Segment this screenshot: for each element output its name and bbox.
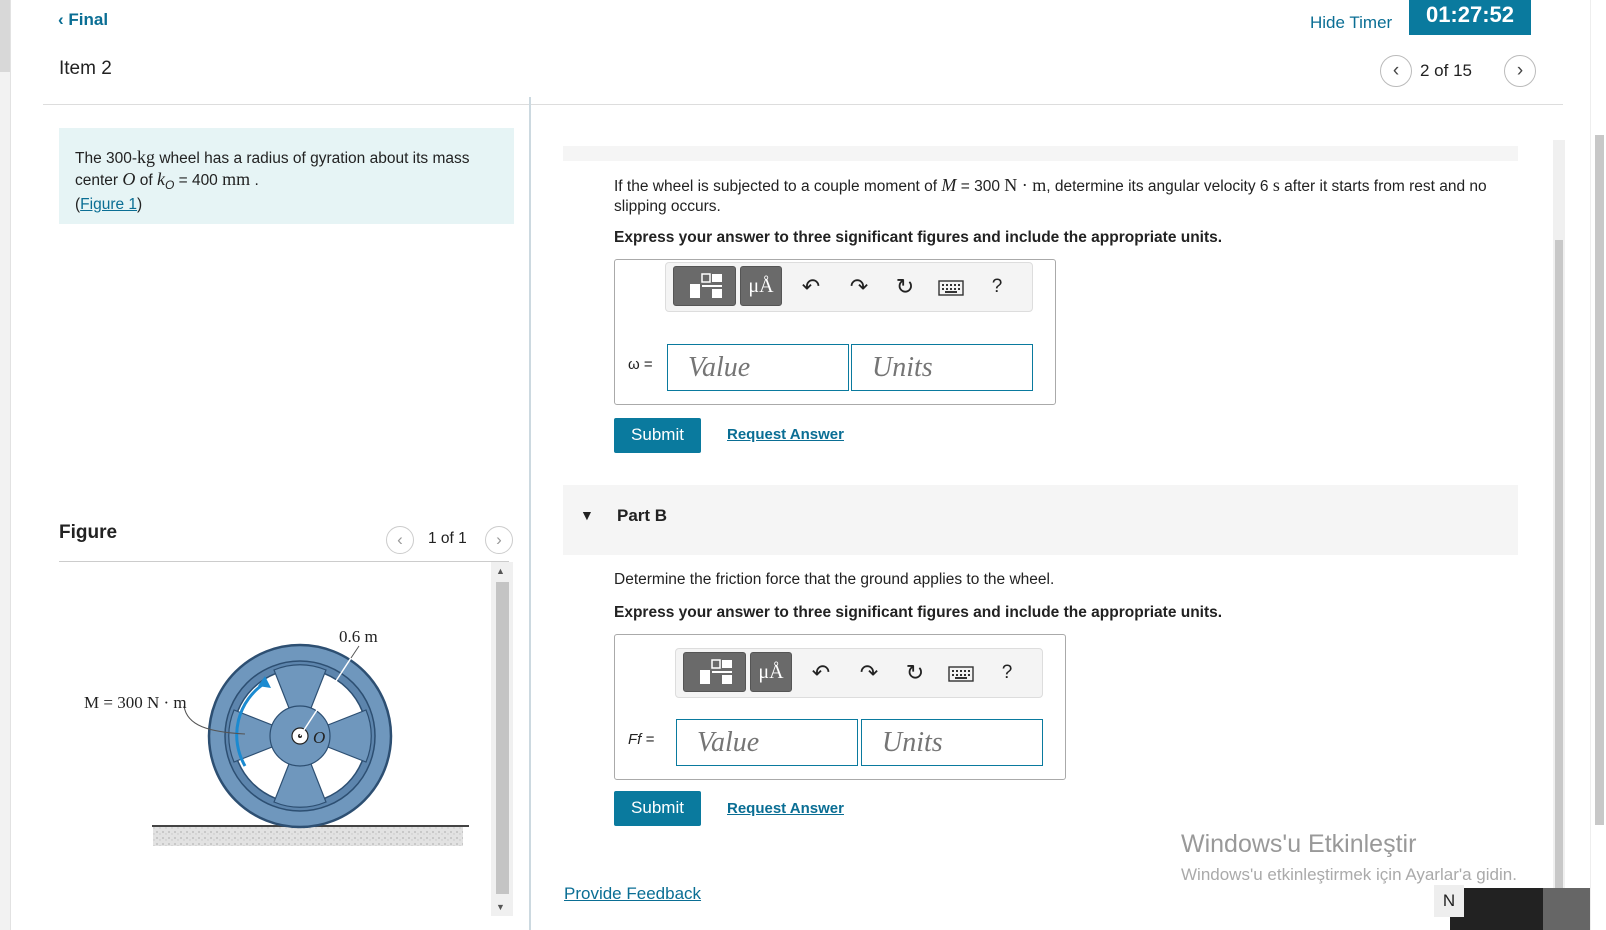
symbol-o: O [122, 169, 136, 189]
figure-scrollbar-thumb[interactable] [496, 582, 509, 894]
redo-icon: ↷ [849, 274, 869, 299]
templates-icon [684, 653, 747, 691]
problem-text: of [135, 172, 157, 189]
keyboard-icon [938, 280, 964, 296]
templates-icon [674, 267, 737, 305]
problem-text: wheel has a radius of gyration about its mass center [75, 150, 470, 189]
chevron-left-icon: ‹ [397, 530, 403, 549]
undo-icon: ↶ [811, 660, 831, 685]
omega-label: ω = [628, 356, 653, 373]
problem-text: . [250, 172, 259, 189]
figure-count: 1 of 1 [428, 530, 467, 547]
part-b-units-input[interactable] [861, 719, 1043, 766]
chevron-right-icon: › [496, 530, 502, 549]
column-divider [529, 97, 531, 930]
reset-icon: ↻ [905, 660, 925, 685]
left-scrollbar[interactable] [0, 0, 11, 930]
part-b-value-input[interactable] [676, 719, 858, 766]
item-title: Item 2 [59, 58, 112, 79]
figure-link[interactable]: Figure 1 [80, 196, 138, 214]
back-label: Final [68, 10, 109, 29]
part-b-question: Determine the friction force that the ground applies to the wheel. [614, 571, 1055, 588]
undo-button[interactable] [804, 649, 838, 697]
moment-label: M = 300 N · m [84, 693, 187, 712]
reset-icon: ↻ [895, 274, 915, 299]
symbol-k: k [156, 169, 165, 189]
next-button[interactable]: N [1434, 885, 1464, 917]
problem-text: = 400 [174, 172, 223, 189]
symbols-button[interactable] [750, 652, 792, 692]
part-a-toolbar [665, 262, 1033, 312]
figure-image [59, 566, 484, 866]
scroll-up-icon[interactable]: ▲ [496, 566, 505, 576]
templates-button[interactable] [673, 266, 736, 306]
symbols-button[interactable] [740, 266, 782, 306]
templates-button[interactable] [683, 652, 746, 692]
help-button[interactable] [990, 649, 1024, 697]
symbols-label: μÅ [748, 275, 774, 297]
left-scrollbar-thumb[interactable] [0, 0, 10, 72]
part-b-header[interactable] [563, 485, 1518, 555]
part-b-toolbar [675, 648, 1043, 698]
webcam-thumbnail [1543, 888, 1590, 930]
scroll-down-icon[interactable]: ▼ [496, 902, 505, 912]
redo-button[interactable] [852, 649, 886, 697]
part-b-answer-box [614, 634, 1066, 780]
reset-button[interactable] [898, 649, 932, 697]
unit-s: s [1272, 175, 1280, 195]
figure-title: Figure [59, 522, 118, 543]
part-a-units-input[interactable] [851, 344, 1033, 391]
figure-scrollbar[interactable] [491, 562, 513, 916]
part-b-title: Part B [617, 506, 668, 525]
timer-display: 01:27:52 [1409, 0, 1531, 35]
page-scrollbar-thumb[interactable] [1595, 135, 1604, 825]
header-divider [43, 104, 1563, 105]
part-b-request-answer-link[interactable]: Request Answer [727, 800, 844, 817]
next-item-button[interactable] [1504, 55, 1536, 87]
back-to-final-link[interactable] [58, 10, 108, 30]
content-scrollbar[interactable] [1553, 140, 1565, 930]
unit-nm: N · m [1004, 175, 1047, 195]
chevron-right-icon: › [1516, 60, 1524, 81]
caret-down-icon: ▼ [580, 507, 594, 523]
part-a-header [563, 146, 1518, 161]
chevron-left-icon: ‹ [1392, 60, 1400, 81]
wheel-diagram [59, 566, 484, 866]
question-text: If the wheel is subjected to a couple moment of [614, 178, 942, 195]
question-text: , determine its angular velocity 6 [1046, 178, 1273, 195]
symbol-k-subscript: O [164, 178, 175, 193]
ground-surface [153, 826, 463, 846]
figure-divider [59, 561, 509, 562]
part-a-answer-box [614, 259, 1056, 405]
previous-item-button[interactable] [1380, 55, 1412, 87]
friction-label: Ff = [628, 731, 655, 748]
help-icon: ? [1001, 662, 1013, 683]
unit-mm: mm [222, 169, 251, 189]
chevron-left-icon: ‹ [58, 10, 64, 29]
keyboard-icon [948, 666, 974, 682]
windows-activation-title: Windows'u Etkinleştir [1181, 830, 1417, 858]
provide-feedback-link[interactable]: Provide Feedback [564, 884, 702, 903]
center-label: O [313, 728, 326, 747]
part-a-question [614, 175, 1514, 217]
part-a-instruction: Express your answer to three significant figures and include the appropriate units. [614, 229, 1223, 246]
part-b-submit-button[interactable]: Submit [614, 791, 701, 826]
problem-statement: The 300-kg wheel has a radius of gyration about its mass center O of $k_O = 400$ mm . (Figure 1) [59, 128, 514, 224]
previous-figure-button[interactable] [386, 526, 414, 554]
radius-label: 0.6 m [339, 627, 378, 646]
part-b-instruction: Express your answer to three significant figures and include the appropriate units. [614, 604, 1223, 621]
radius-leader [351, 646, 359, 658]
part-a-value-input[interactable] [667, 344, 849, 391]
problem-text: The 300- [75, 150, 138, 167]
content-scrollbar-thumb[interactable] [1555, 240, 1563, 930]
hide-timer-link[interactable]: Hide Timer [1310, 13, 1393, 32]
part-a-submit-button[interactable]: Submit [614, 418, 701, 453]
help-icon: ? [991, 276, 1003, 297]
part-a-request-answer-link[interactable]: Request Answer [727, 426, 844, 443]
symbol-m: M [941, 175, 957, 195]
redo-icon: ↷ [859, 660, 879, 685]
page-scrollbar[interactable] [1590, 0, 1606, 930]
symbols-label: μÅ [758, 661, 784, 683]
question-text: after it starts from rest and no slipping occurs. [614, 178, 1487, 215]
undo-icon: ↶ [801, 274, 821, 299]
keyboard-button[interactable] [934, 263, 968, 311]
unit-kg: kg [137, 147, 156, 167]
help-button[interactable] [980, 263, 1014, 311]
windows-activation-subtitle: Windows'u etkinleştirmek için Ayarlar'a gidin. [1181, 865, 1517, 884]
undo-button[interactable] [794, 263, 828, 311]
keyboard-button[interactable] [944, 649, 978, 697]
next-figure-button[interactable] [485, 526, 513, 554]
item-position: 2 of 15 [1420, 61, 1472, 80]
redo-button[interactable] [842, 263, 876, 311]
reset-button[interactable] [888, 263, 922, 311]
question-text: = 300 [956, 178, 1005, 195]
